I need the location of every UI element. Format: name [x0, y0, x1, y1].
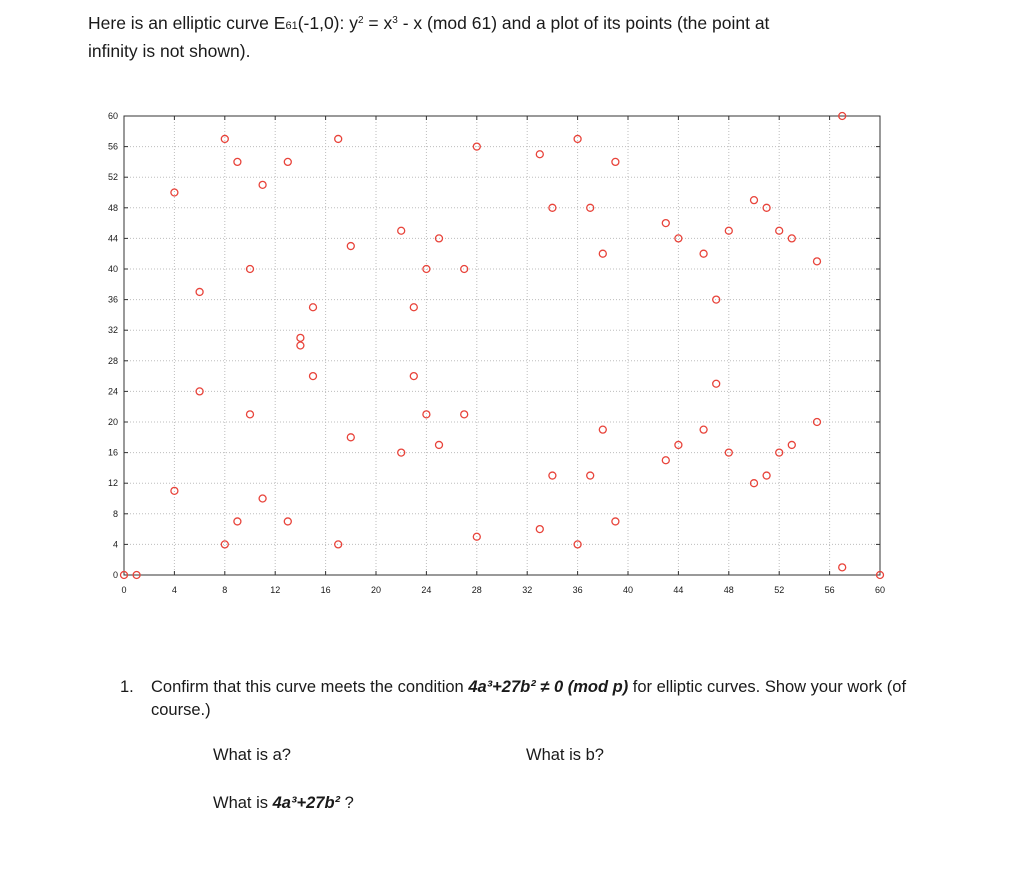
- x-tick-label: 24: [421, 585, 432, 595]
- curve-point: [675, 235, 682, 242]
- curve-point: [284, 518, 291, 525]
- y-tick-label: 56: [107, 141, 118, 152]
- curve-point: [788, 235, 795, 242]
- curve-point: [612, 518, 619, 525]
- curve-point: [259, 181, 266, 188]
- curve-point: [751, 197, 758, 204]
- curve-point: [662, 220, 669, 227]
- curve-point: [700, 250, 707, 257]
- curve-point: [574, 135, 581, 142]
- condition-expression: 4a³+27b² ≠ 0 (mod p): [468, 678, 629, 696]
- plot-grid: [124, 116, 880, 575]
- curve-point: [549, 472, 556, 479]
- curve-point: [675, 441, 682, 448]
- intro-line-1: Here is an elliptic curve E61(-1,0): $y^2 = x^3 - x$ (mod 61) and a plot of its points (the point at: [88, 13, 770, 33]
- x-tick-label: 56: [824, 585, 835, 595]
- y-tick-label: 36: [107, 294, 118, 305]
- curve-point: [221, 541, 228, 548]
- question-text: Confirm that this curve meets the condition 4a³+27b² ≠ 0 (mod p) for elliptic curves. Show your work (of course.): [151, 678, 907, 719]
- x-tick-label: 60: [874, 585, 886, 595]
- x-tick-label: 4: [171, 585, 177, 595]
- y-tick-label: 16: [107, 447, 118, 458]
- question-number: 1.: [120, 678, 134, 696]
- x-tick-label: 8: [222, 585, 228, 595]
- curve-point: [549, 204, 556, 211]
- x-tick-label: 48: [723, 585, 734, 595]
- curve-point: [599, 250, 606, 257]
- curve-point: [536, 151, 543, 158]
- curve-point: [398, 227, 405, 234]
- y-tick-label: 24: [107, 386, 118, 397]
- curve-point: [536, 526, 543, 533]
- x-tick-label: 0: [121, 585, 127, 595]
- curve-point: [247, 411, 254, 418]
- curve-point: [839, 564, 846, 571]
- curve-point: [310, 304, 317, 311]
- curve-point: [599, 426, 606, 433]
- curve-point: [335, 135, 342, 142]
- y-tick-label: 32: [107, 325, 118, 336]
- curve-point: [436, 441, 443, 448]
- x-tick-label: 32: [522, 585, 533, 595]
- curve-point: [814, 258, 821, 265]
- curve-point: [763, 472, 770, 479]
- y-tick-label: 12: [107, 478, 118, 489]
- curve-point: [310, 373, 317, 380]
- x-tick-label: 16: [320, 585, 331, 595]
- curve-point: [284, 158, 291, 165]
- curve-points: [121, 113, 884, 579]
- curve-point: [587, 472, 594, 479]
- y-tick-label: 8: [112, 508, 118, 519]
- curve-point: [297, 342, 304, 349]
- what-is-b-prompt: What is b?: [526, 746, 604, 764]
- y-tick-label: 0: [112, 570, 118, 580]
- x-tick-label: 20: [370, 585, 382, 595]
- x-tick-label: 52: [774, 585, 785, 595]
- plot-frame: [124, 116, 880, 575]
- plot-ticks: [124, 116, 880, 575]
- curve-point: [461, 411, 468, 418]
- curve-point: [410, 304, 417, 311]
- x-tick-label: 44: [673, 585, 684, 595]
- curve-point: [410, 373, 417, 380]
- curve-point: [788, 441, 795, 448]
- y-tick-label: 60: [107, 111, 118, 121]
- y-tick-label: 44: [107, 233, 118, 244]
- x-tick-label: 12: [270, 585, 281, 595]
- curve-point: [297, 334, 304, 341]
- curve-point: [234, 158, 241, 165]
- curve-point: [713, 380, 720, 387]
- question-1: [120, 676, 910, 722]
- x-tick-label: 40: [622, 585, 634, 595]
- intro-line-2: infinity is not shown).: [88, 41, 251, 61]
- curve-point: [221, 135, 228, 142]
- what-is-a-prompt: What is a?: [213, 746, 291, 764]
- curve-point: [259, 495, 266, 502]
- y-tick-label: 20: [107, 417, 118, 427]
- curve-point: [662, 457, 669, 464]
- curve-point: [700, 426, 707, 433]
- curve-point: [347, 243, 354, 250]
- curve-point: [347, 434, 354, 441]
- curve-point: [234, 518, 241, 525]
- y-tick-label: 40: [107, 264, 118, 274]
- curve-point: [612, 158, 619, 165]
- y-tick-label: 48: [107, 202, 118, 213]
- x-tick-label: 28: [471, 585, 482, 595]
- what-is-expression-prompt: What is 4a³+27b² ?: [213, 794, 354, 812]
- x-tick-label: 36: [572, 585, 583, 595]
- y-tick-label: 28: [107, 355, 118, 366]
- curve-point: [196, 288, 203, 295]
- y-tick-label: 52: [107, 172, 118, 183]
- y-tick-label: 4: [112, 539, 118, 550]
